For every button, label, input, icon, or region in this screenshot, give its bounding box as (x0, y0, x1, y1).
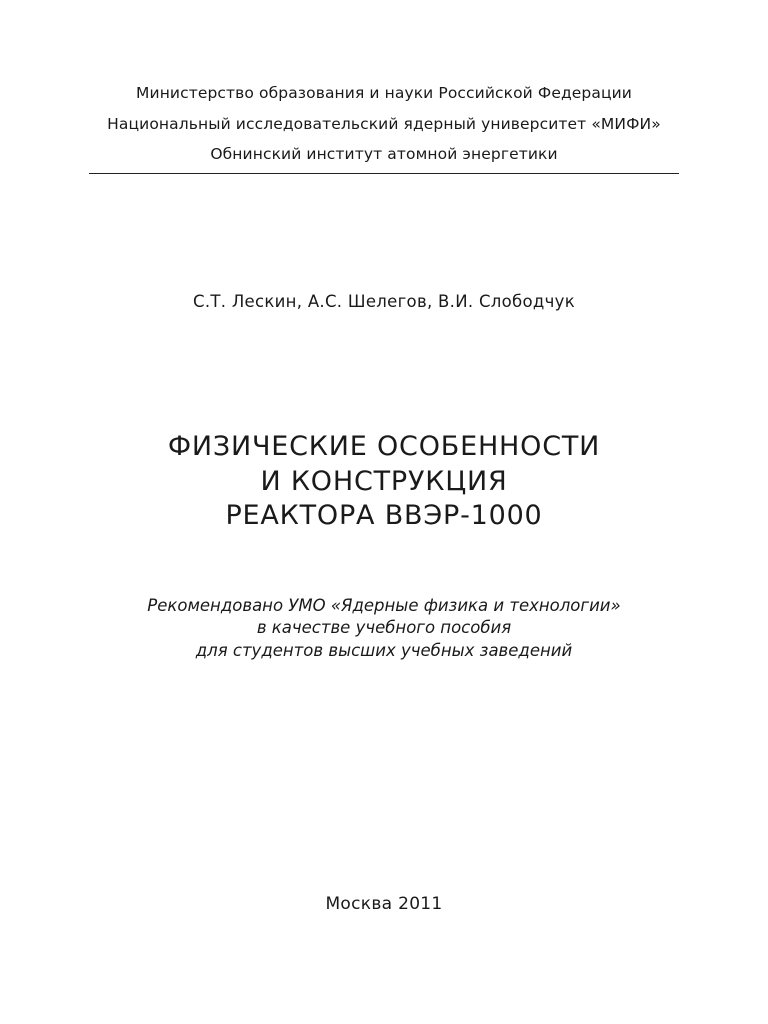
authors-line: С.Т. Лескин, А.С. Шелегов, В.И. Слободчук (193, 292, 575, 311)
recommendation-line-1: Рекомендовано УМО «Ядерные физика и технологии» (147, 596, 621, 615)
city-year: Москва 2011 (325, 894, 443, 914)
ministry-line: Министерство образования и науки Российской Федерации (136, 84, 632, 102)
institute-line: Обнинский институт атомной энергетики (210, 145, 558, 163)
header-divider (89, 173, 679, 174)
university-line: Национальный исследовательский ядерный университет «МИФИ» (107, 115, 661, 133)
book-title-line-1: ФИЗИЧЕСКИЕ ОСОБЕННОСТИ (167, 431, 601, 462)
book-title-line-2: И КОНСТРУКЦИЯ (260, 466, 508, 497)
book-title-line-3: РЕАКТОРА ВВЭР-1000 (225, 500, 543, 531)
recommendation-line-3: для студентов высших учебных заведений (195, 641, 573, 660)
recommendation-line-2: в качестве учебного пособия (256, 618, 512, 637)
